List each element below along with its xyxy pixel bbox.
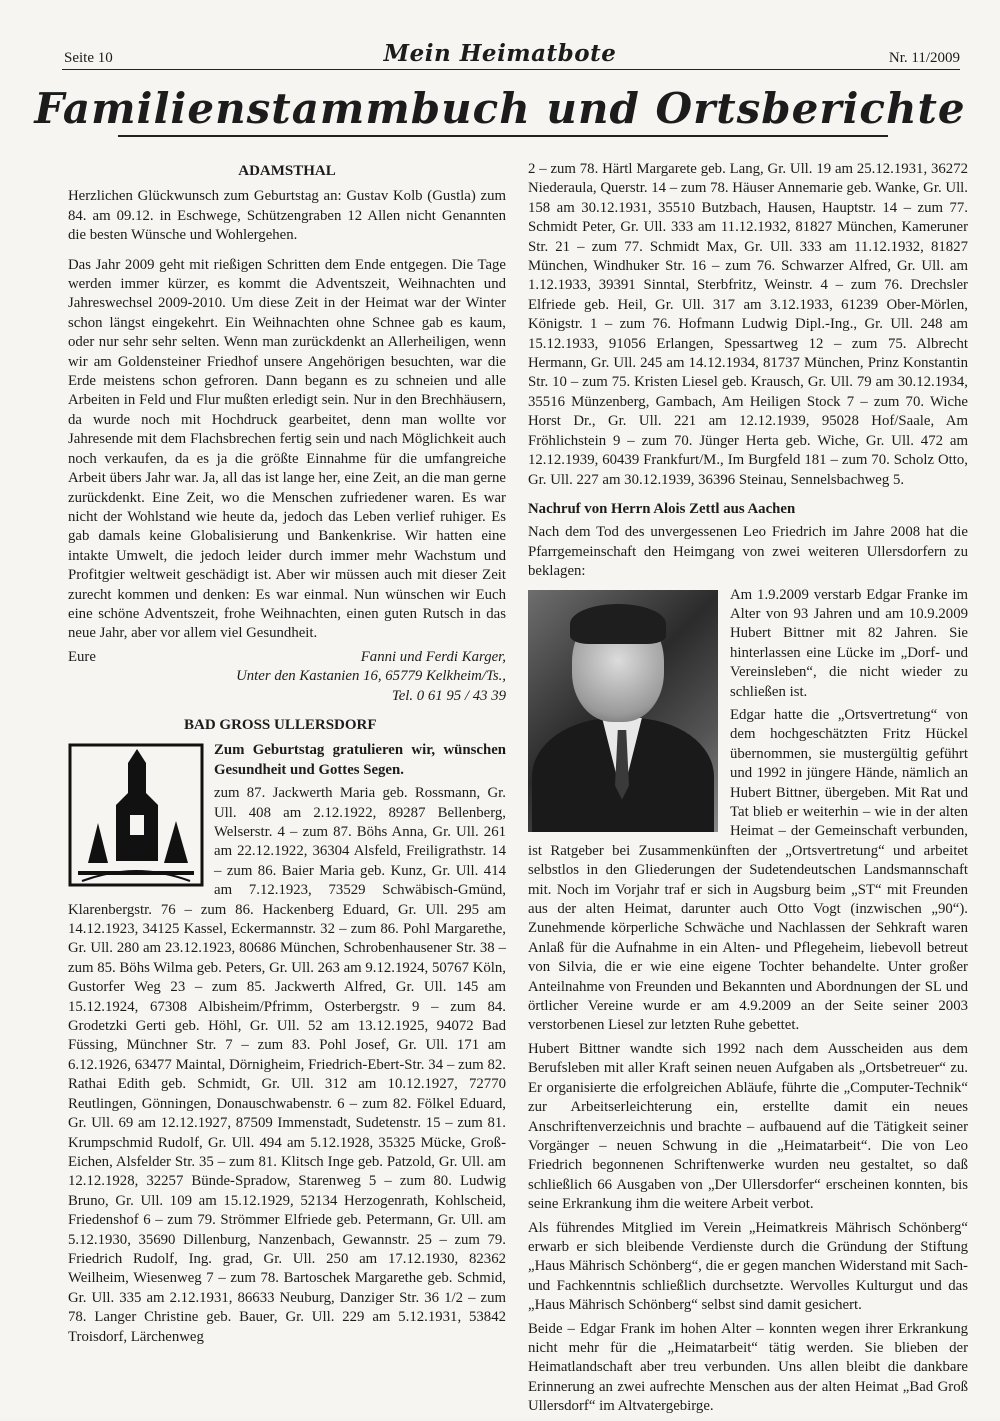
signature-names: Fanni und Ferdi Karger, <box>360 648 506 665</box>
obituary-intro: Nach dem Tod des unvergessenen Leo Friedrich im Jahre 2008 hat die Pfarrgemeinschaft den Heimgang von zwei weiteren Ullersdorfern zu beklagen: <box>528 524 968 580</box>
issue-number: Nr. 11/2009 <box>888 50 960 66</box>
closing-text: Eure <box>68 648 96 665</box>
body-paragraph: Das Jahr 2009 geht mit rießigen Schritten dem Ende entgegen. Die Tage werden immer kürzer, es kommt die Adventszeit, Weihnachten und Jahreswechsel 2009-2010. Um diese Zeit in der Heimat war der Winter schon längst eingekehrt. Ein Weihnachten ohne Schnee gab es kaum, oder nur sehr sehr selten. Wenn man zurückdenkt an Allerheiligen, wenn wir am Goldensteiner Friedhof unsere Angehörigen besuchten, war die Erde meistens schon gefroren. Dann begann es zu schneien und alle Arbeiten in Feld und Flur mußten erledigt sein. Nur in den Brechhäusern, da wurde noch mit Hochdruck gearbeitet, denn man wollte vor Jahresende mit dem Flachsbrechen fertig sein und nach Möglichkeit auch noch verkaufen, da es ja die größte Einnahme für die umfangreiche Arbeit übers Jahr war. Ja, all das ist lange her, eine Zeit, an die man gerne zurückdenkt. Eine Zeit, wo die Menschen zufriedener waren. Es war nicht der Wohlstand wie heute da, jedoch das Leben verlief ruhiger. Es gab damals keine Globalisierung und Bankenkrise. Wir hatten eine intakte Umwelt, die jedoch leider durch immer mehr Wachstum und Profitgier weltweit geschädigt ist. Aber wir müssen auch mit dieser Zeit zurecht kommen und denken: Es war einmal. Nun wünschen wir Euch eine schöne Adventszeit, frohe Weihnachten, einen guten Rutsch in das neue Jahr, aber vor allem viel Gesundheit. <box>68 256 506 642</box>
title-rule <box>118 135 888 137</box>
obituary-paragraph-5: Beide – Edgar Frank im hohen Alter – konnten wegen ihrer Erkrankung nicht mehr für die „Heimatarbeit“ tätig werden. Sie blieben der Heimatlandschaft aber treu verbunden. Uns allen bleibt die dankbare Erinnerung an zwei aufrechte Menschen aus der alten Heimat „Bad Groß Ullersdorf“ im Altvatergebirge. <box>528 1320 968 1415</box>
birthday-list-continued: 2 – zum 78. Härtl Margarete geb. Lang, Gr. Ull. 19 am 25.12.1931, 36272 Niederaula, Querstr. 14 – zum 78. Häuser Annemarie geb. Wanke, Gr. Ull. 158 am 30.12.1931, 35510 Butzbach, Hausen, Hauptstr. 14 – zum 77. Schmidt Peter, Gr. Ull. 333 am 11.12.1932, 81827 München, Kameruner Str. 21 – zum 77. Schmidt Max, Gr. Ull. 333 am 11.12.1932, 81827 München, Windhuker Str. 16 – zum 76. Schwarzer Alfred, Gr. Ull. am 1.12.1933, 39391 Sinntal, Sterbfritz, Weinstr. 4 – zum 76. Drechsler Elfriede geb. Heil, Gr. Ull. 317 am 3.12.1933, 61239 Ober-Mörlen, Königstr. 1 – zum 76. Hofmann Ludwig Dipl.-Ing., Gr. Ull. 248 am 15.12.1933, 91056 Erlangen, Spessartweg 12 – zum 75. Albrecht Hermann, Gr. Ull. 245 am 14.12.1934, 81737 München, Prinz Konstantin Str. 10 – zum 75. Kristen Liesel geb. Krausch, Gr. Ull. 79 am 30.12.1934, 35516 Münzenberg, Gambach, Am Heiligen Stock 7 – zum 70. Wiche Horst Dr., Gr. Ull. 221 am 12.12.1939, 95028 Hof/Saale, Am Fröhlichstein 9 – zum 70. Jünger Herta geb. Wiche, Gr. Ull. 472 am 12.12.1939, 60439 Frankfurt/M., Im Burgfeld 181 – zum 70. Scholz Otto, Gr. Ull. 227 am 30.12.1939, 36396 Steinau, Sennelsbachweg 5. <box>528 161 968 488</box>
page-number: Seite 10 <box>64 50 113 66</box>
obituary-title: Nachruf von Herrn Alois Zettl aus Aachen <box>528 500 796 517</box>
portrait-hair <box>570 604 666 644</box>
obituary-paragraph-1: Am 1.9.2009 verstarb Edgar Franke im Alter von 93 Jahren und am 10.9.2009 Hubert Bittner mit 82 Jahren. Sie hinterlassen eine Lücke im „Dorf- und Vereinsleben“, die nicht wieder zu schließen ist. <box>730 586 968 700</box>
section-title-adamsthal: ADAMSTHAL <box>238 163 336 179</box>
page-title: Familienstammbuch und Ortsberichte <box>34 84 966 133</box>
masthead-logo: Mein Heimatbote <box>383 40 617 67</box>
signature-address: Unter den Kastanien 16, 65779 Kelkheim/Ts., <box>236 668 506 685</box>
section-title-bad-gross-ullersdorf: BAD GROSS ULLERSDORF <box>184 716 377 733</box>
birthday-heading: Zum Geburtstag gratulieren wir, wünschen Gesundheit und Gottes Segen. <box>214 742 506 778</box>
header-rule <box>62 69 960 70</box>
birthday-list: zum 87. Jackwerth Maria geb. Rossmann, Gr. Ull. 408 am 2.12.1922, 89287 Bellenberg, Welserstr. 4 – zum 87. Böhs Anna, Gr. Ull. 261 am 22.12.1922, 36304 Alsfeld, Freiligrathstr. 14 – zum 86. Baier Maria geb. Kunz, Gr. Ull. 414 am 7.12.1923, 73529 Schwäbisch-Gmünd, Klarenbergstr. 76 – zum 86. Hackenberg Eduard, Gr. Ull. 295 am 14.12.1923, 34125 Kassel, Eckermannstr. 32 – zum 86. Pohl Margarethe, Gr. Ull. 280 am 23.12.1923, 80686 München, Schrobenhausener Str. 38 – zum 85. Böhs Wilma geb. Peters, Gr. Ull. 263 am 9.12.1924, 50767 Köln, Gustorfer Weg 23 – zum 85. Jackwerth Alfred, Gr. Ull. 145 am 15.12.1924, 67308 Albisheim/Pfrimm, Osterbergstr. 9 – zum 84. Grodetzki Gerti geb. Höhl, Gr. Ull. 52 am 13.12.1925, 94072 Bad Füssing, Münchner Str. 7 – zum 83. Pohl Josef, Gr. Ull. 171 am 6.12.1926, 63477 Maintal, Dörnigheim, Friedrich-Ebert-Str. 34 – zum 82. Rathai Edith geb. Schmidt, Gr. Ull. 312 am 10.12.1927, 72770 Reutlingen, Gönningen, Donauschwabenstr. 6 – zum 82. Fölkel Eduard, Gr. Ull. 69 am 12.12.1927, 87509 Immenstadt, Sudetenstr. 15 – zum 81. Krumpschmid Rudolf, Gr. Ull. 494 am 5.12.1928, 35325 Mücke, Groß-Eichen, Alsfelder Str. 35 – zum 81. Klitsch Inge geb. Patzold, Gr. Ull. am 12.12.1928, 32257 Bünde-Spradow, Starenweg 5 – zum 80. Ludwig Bruno, Gr. Ull. 109 am 15.12.1929, 52134 Herzogenrath, Kohlscheid, Friedenshof 6 – zum 79. Strömmer Elfriede geb. Petermann, Gr. Ull. am 5.12.1930, 35690 Dillenburg, Nanzenbach, Gewannstr. 25 – zum 79. Friedrich Rudolf, Ing. grad, Gr. Ull. 250 am 17.12.1930, 82362 Weilheim, Wiesenweg 7 – zum 78. Bartoschek Margarethe geb. Schmid, Gr. Ull. 335 am 2.12.1931, 86633 Neuburg, Danziger Str. 36 1/2 – zum 78. Langer Christine geb. Bauer, Gr. Ull. 229 am 5.12.1931, 53842 Troisdorf, Lärchenweg <box>68 785 506 1345</box>
signature-phone: Tel. 0 61 95 / 43 39 <box>391 687 506 704</box>
greeting-paragraph: Herzlichen Glückwunsch zum Geburtstag an: Gustav Kolb (Gustla) zum 84. am 09.12. in Eschwege, Schützengraben 12 Allen nicht Genannten die besten Wünsche und Wohlergehen. <box>68 188 506 244</box>
left-column <box>68 160 506 1351</box>
right-column <box>528 160 968 1421</box>
obituary-paragraph-3: Hubert Bittner wandte sich 1992 nach dem Ausscheiden aus dem Berufsleben mit aller Kraft seinen neuen Aufgaben als „Ortsbetreuer“ zu. Er organisierte die erfolgreichen Abläufe, führte die „Computer-Technik“ zur Arbeitserleichterung ein, erstellte damit ein neues Anschriftenverzeichnis und brachte – aufbauend auf die Tätigkeit seiner Vorgänger – neuen Schwung in die „Heimatarbeit“. Die von Leo Friedrich begonnenen Schriftenwerke wurden neu gestaltet, so daß schließlich 66 Ausgaben von „Der Ullersdorfer“ erscheinen konnten, bis seine Erkrankung ihm die weitere Arbeit verbot. <box>528 1040 968 1213</box>
signature-row <box>68 648 506 667</box>
portrait-photo <box>528 590 718 832</box>
obituary-paragraph-2: Edgar hatte die „Ortsvertretung“ von dem hochgeschätzten Fritz Hückel übernommen, sie mustergültig geführt und 1992 in jüngere Hände, nämlich an Hubert Bittner, übergeben. Mit Rat und Tat blieb er weiterhin – wie in der alten Heimat – der Gemeinschaft verbunden, ist Ratgeber bei Zusammenkünften der „Ortsvertretung“ und arbeitet selbstlos in den Gliederungen der Sudetendeutschen Landsmannschaft mit. Noch im Vorjahr traf er sich in Augsburg beim „ST“ mit Freunden aus der alten Heimat, darunter auch Otto Vogt (inzwischen „90“). Zunehmende körperliche Schwäche und Nachlassen der Sehkraft waren Anlaß für die Aufnahme in ein Alten- und Pflegeheim, liebevoll betreut von Silvia, die er wie eine eigene Tochter behandelte. Unter großer Anteilnahme von Freunden und Bekannten und Abordnungen der SL und örtlicher Vereine wurde er am 4.9.2009 an der Seite seiner 2003 verstorbenen Liesel zur letzten Ruhe gebettet. <box>528 706 968 1034</box>
obituary-paragraph-4: Als führendes Mitglied im Verein „Heimatkreis Mährisch Schönberg“ erwarb er sich bleibende Verdienste durch die Gründung der Stiftung „Haus Mährisch Schönberg“, die er gegen manchen Widerstand mit Sach- und Fachkenntnis schließlich durchsetzte. Wervolles Kulturgut und das „Haus Mährisch Schönberg“ selbst sind damit gesichert. <box>528 1219 968 1314</box>
church-woodcut-icon <box>68 743 204 887</box>
